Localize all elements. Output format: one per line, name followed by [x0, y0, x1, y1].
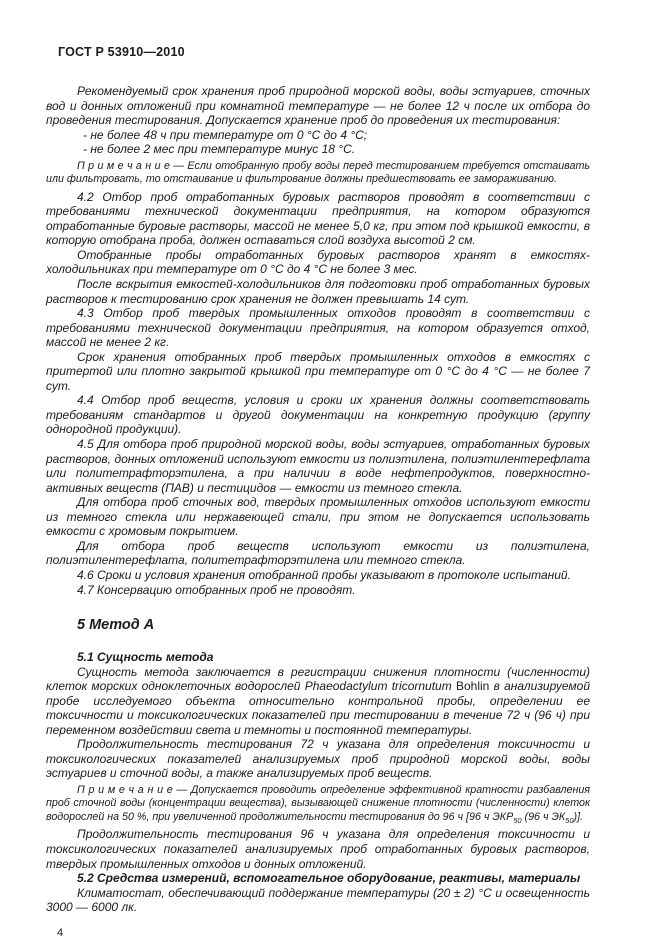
- para-method-essence: [46, 665, 590, 738]
- species-author-name: Bohlin: [455, 679, 490, 694]
- note-96h-part-2: (96 ч ЭК: [521, 810, 566, 823]
- para-clause-4-3-storage: Срок хранения отобранных проб твердых промышленных отходов в емкостях с притертой или плотно закрытой крышкой при температуре от 0 °С до 4 °С — не более 7 сут.: [46, 349, 590, 393]
- para-clause-4-2: 4.2 Отбор проб отработанных буровых растворов проводят в соответствии с требованиями технической документации предприятия, на котором образуются отработанные буровые растворы, массой не менее 5,0 кг, при этом под крышкой емкости, в которую отобрана проба, должен оставаться слой воздуха высотой 2 см.: [46, 189, 590, 248]
- note-96h-part-3: )].: [573, 810, 584, 823]
- para-clause-4-5-wastewater: Для отбора проб сточных вод, твердых промышленных отходов используют емкости из темного стекла или нержавеющей стали, при этом не допускается использовать емкости с хромовым покрытием.: [46, 495, 590, 539]
- ek50-subscript: 50: [565, 816, 574, 826]
- subsection-5-1-heading: 5.1 Сущность метода: [77, 650, 214, 665]
- note-freezing: П р и м е ч а н и е — Если отобранную пробу воды перед тестированием требуется отстаивать или фильтровать, то отстаивание и фильтрование должны предшествовать ее замораживанию.: [46, 159, 590, 186]
- header-standard-number: ГОСТ Р 53910—2010: [58, 45, 185, 59]
- section-5-heading: 5 Метод А: [77, 617, 155, 634]
- list-item-storage-2months: - не более 2 мес при температуре минус 18 °С.: [83, 142, 356, 157]
- para-clause-4-2-opened: После вскрытия емкостей-холодильников для подготовки проб отработанных буровых растворов к тестированию срок хранения не должен превышать 14 сут.: [46, 277, 590, 306]
- ekr50-subscript: 50: [513, 816, 522, 826]
- para-climatostat: Климатостат, обеспечивающий поддержание температуры (20 ± 2) °С и освещенность 3000 — 6000 лк.: [46, 885, 590, 915]
- essence-text-after-author: в анализируемой пробе исследуемого объекта относительно контрольной пробы, определении ее токсичности и токсикологических показателей при тестировании в течение 72 ч (96 ч) при переменном воздействии света и темноты и постоянной температуры.: [46, 679, 590, 737]
- note-96h-dilution: [46, 784, 590, 825]
- note-96h-part-1: П р и м е ч а н и е — Допускается проводить определение эффективной кратности разбавления проб сточной воды (концентрации вещества), вызывающей снижение плотности (численности) клеток водорослей на 50 %, при увеличенной продолжительности тестирования до 96 ч [96 ч ЭКР: [46, 783, 590, 823]
- para-clause-4-5: 4.5 Для отбора проб природной морской воды, воды эстуариев, отработанных буровых растворов, донных отложений используют емкости из полиэтилена, полиэтилентерефлата или политетрафторэтилена, а при наличии в воде нефтепродуктов, поверхностно-активных веществ (ПАВ) и пестицидов — емкости из темного стекла.: [46, 437, 590, 495]
- list-item-storage-48h: - не более 48 ч при температуре от 0 °С до 4 °С;: [83, 127, 368, 142]
- para-clause-4-3: 4.3 Отбор проб твердых промышленных отходов проводят в соответствии с требованиями технической документации предприятия, на котором образуется отход, массой не менее 2 кг.: [46, 306, 590, 350]
- para-clause-4-2-storage: Отобранные пробы отработанных буровых растворов хранят в емкостях-холодильниках при температуре от 0 °С до 4 °С не более 3 мес.: [46, 247, 590, 277]
- subsection-5-2-heading: 5.2 Средства измерений, вспомогательное оборудование, реактивы, материалы: [77, 871, 581, 886]
- para-clause-4-6: 4.6 Сроки и условия хранения отобранной пробы указывают в протоколе испытаний.: [77, 567, 571, 582]
- page-number: 4: [57, 926, 64, 939]
- para-duration-96h: Продолжительность тестирования 96 ч указана для определения токсичности и токсикологических показателей анализируемых проб отработанных буровых растворов, твердых промышленных отходов и донных отложений.: [46, 827, 590, 871]
- essence-text-before-author: Сущность метода заключается в регистрации снижения плотности (численности) клеток морских одноклеточных водорослей Phaeodactylum tricornutum: [46, 664, 590, 694]
- para-storage-recommendation: Рекомендуемый срок хранения проб природной морской воды, воды эстуариев, сточных вод и донных отложений при комнатной температуре — не более 12 ч после их отбора до проведения тестирования. Допускается хранение проб до проведения их тестирования:: [46, 84, 590, 128]
- document-body: [46, 84, 590, 940]
- para-clause-4-5-substances: Для отбора проб веществ используют емкости из полиэтилена, полиэтилентерефлата, политетрафторэтилена или темного стекла.: [46, 538, 590, 568]
- para-clause-4-7: 4.7 Консервацию отобранных проб не проводят.: [77, 582, 356, 597]
- para-duration-72h: Продолжительность тестирования 72 ч указана для определения токсичности и токсикологических показателей анализируемых проб природной морской воды, воды эстуариев и сточной воды, а также анализируемых проб веществ.: [46, 737, 590, 781]
- para-clause-4-4: 4.4 Отбор проб веществ, условия и сроки их хранения должны соответствовать требованиям стандартов и другой документации на конкретную продукцию (группу однородной продукции).: [46, 393, 590, 437]
